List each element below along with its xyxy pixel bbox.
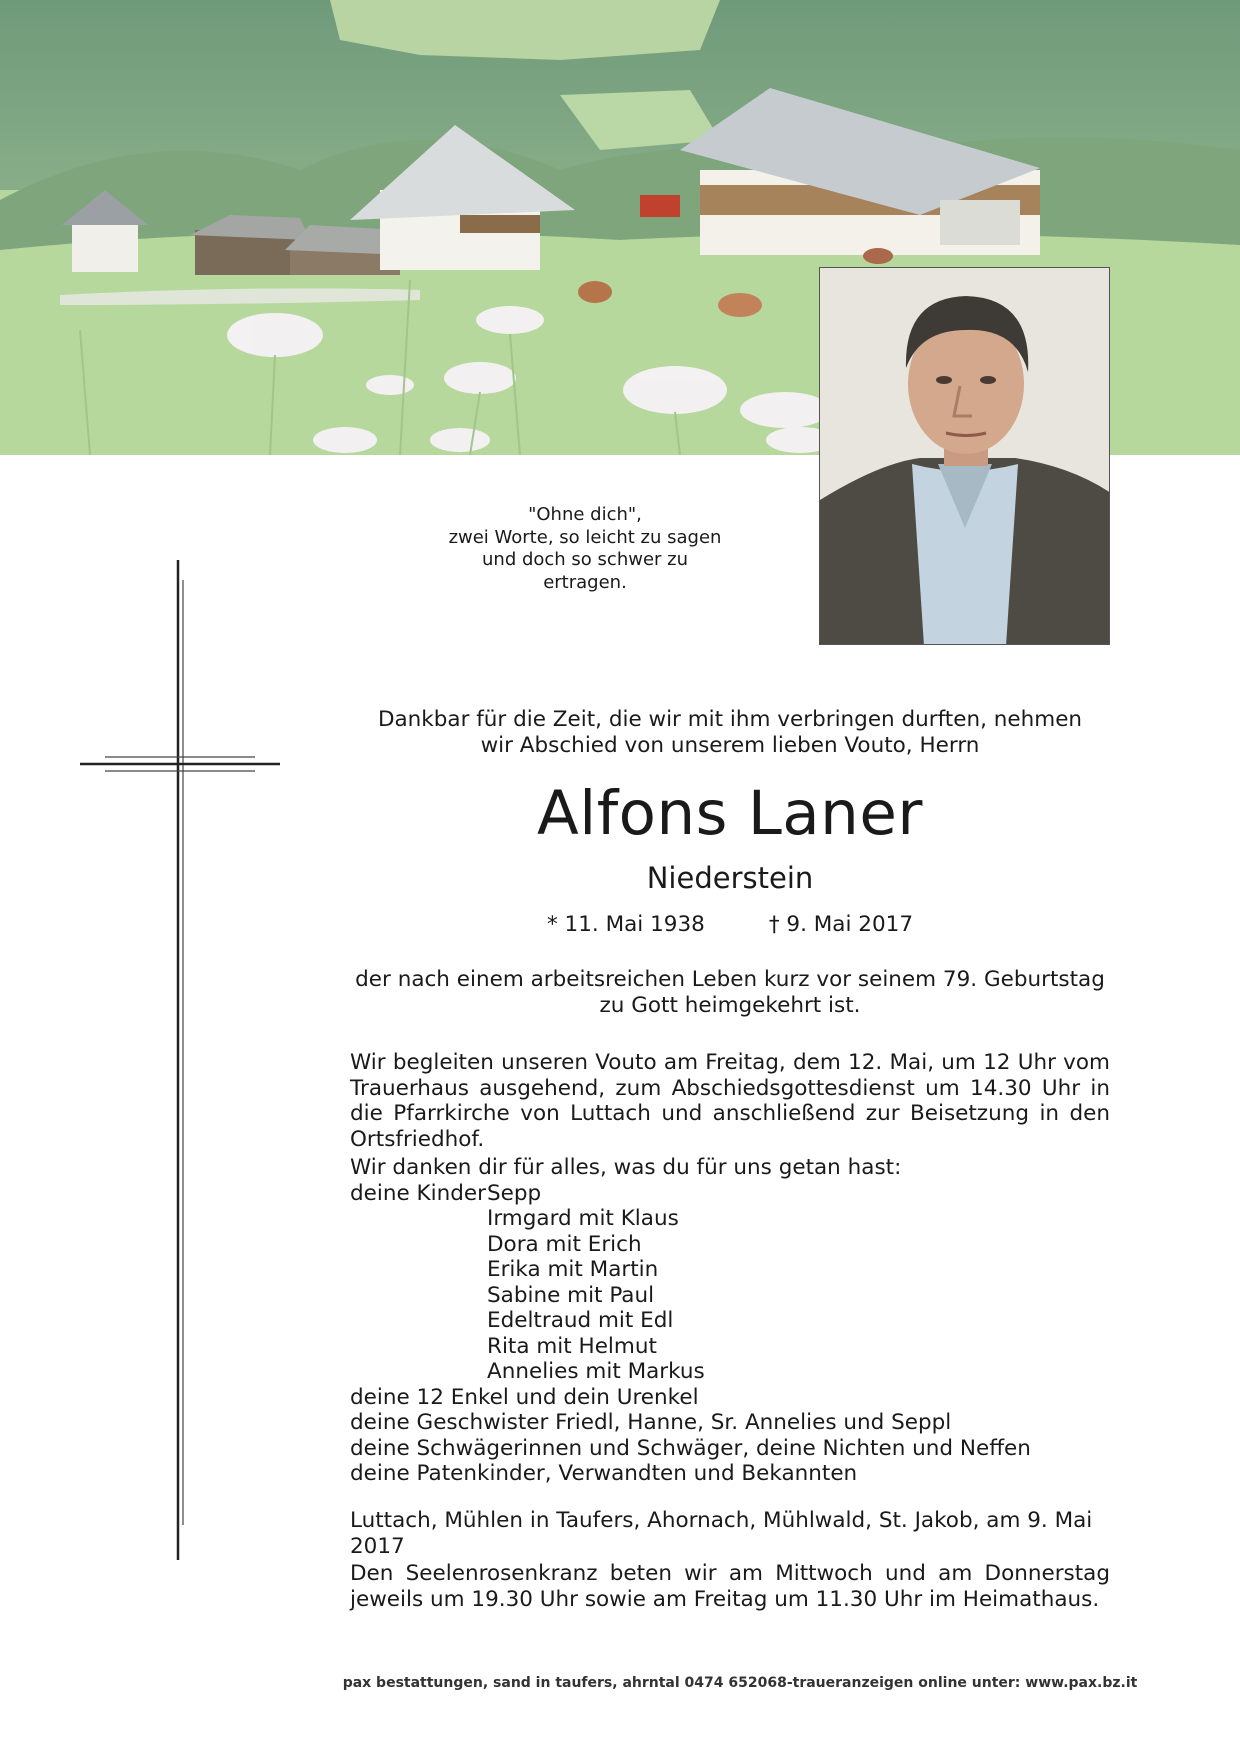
cross-symbol xyxy=(80,560,285,1560)
life-dates xyxy=(330,911,1130,939)
relatives-entry: deine Geschwister Friedl, Hanne, Sr. Annelies und Seppl xyxy=(350,1410,952,1435)
quote-line: ertragen. xyxy=(543,571,627,593)
child-entry: Irmgard mit Klaus xyxy=(487,1206,679,1231)
child-entry: Rita mit Helmut xyxy=(487,1333,657,1359)
death-date: † 9. Mai 2017 xyxy=(768,912,914,937)
intro-text: Dankbar für die Zeit, die wir mit ihm verbringen durften, nehmen wir Abschied von unserem lieben Vouto, Herrn xyxy=(377,707,1083,758)
relatives-entry: deine Schwägerinnen und Schwäger, deine Nichten und Neffen xyxy=(350,1435,1031,1461)
place-and-date: Luttach, Mühlen in Taufers, Ahornach, Mühlwald, St. Jakob, am 9. Mai 2017 xyxy=(350,1508,1100,1559)
child-entry: Sabine mit Paul xyxy=(487,1282,655,1308)
thanks-intro: Wir danken dir für alles, was du für uns getan hast: xyxy=(350,1155,902,1180)
child-entry: Erika mit Martin xyxy=(487,1257,659,1282)
deceased-name: Alfons Laner xyxy=(537,778,923,849)
home-farm: Niederstein xyxy=(646,861,814,895)
relatives-entry: deine Patenkinder, Verwandten und Bekannten xyxy=(350,1461,858,1486)
mourners-list xyxy=(350,1155,1110,1487)
child-entry: Sepp xyxy=(487,1180,542,1206)
quote-line: zwei Worte, so leicht zu sagen xyxy=(448,526,722,548)
memorial-quote xyxy=(400,504,770,594)
rosary-info: Den Seelenrosenkranz beten wir am Mittwoch und am Donnerstag jeweils um 19.30 Uhr sowie am Freitag um 11.30 Uhr im Heimathaus. xyxy=(350,1561,1117,1612)
footer-publisher: pax bestattungen, sand in taufers, ahrntal 0474 652068-traueranzeigen online unter: www.pax.bz.it xyxy=(342,1675,1138,1691)
child-entry: Dora mit Erich xyxy=(487,1231,642,1257)
passing-text: der nach einem arbeitsreichen Leben kurz vor seinem 79. Geburtstag zu Gott heimgekehrt ist. xyxy=(355,967,1105,1018)
portrait-photo xyxy=(819,267,1110,645)
child-entry: Edeltraud mit Edl xyxy=(487,1308,674,1333)
quote-line: "Ohne dich", xyxy=(528,504,642,525)
child-entry: Annelies mit Markus xyxy=(487,1359,705,1384)
relatives-entry: deine 12 Enkel und dein Urenkel xyxy=(350,1384,699,1410)
birth-date: * 11. Mai 1938 xyxy=(546,912,705,937)
funeral-details: Wir begleiten unseren Vouto am Freitag, dem 12. Mai, um 12 Uhr vom Trauerhaus ausgehend, zum Abschiedsgottesdienst um 14.30 Uhr in die Pfarrkirche von Luttach und anschließend zur Beisetzung in den Ortsfriedhof. xyxy=(350,1050,1117,1152)
children-label: deine Kinder xyxy=(350,1180,486,1206)
quote-line: und doch so schwer zu xyxy=(482,549,688,570)
